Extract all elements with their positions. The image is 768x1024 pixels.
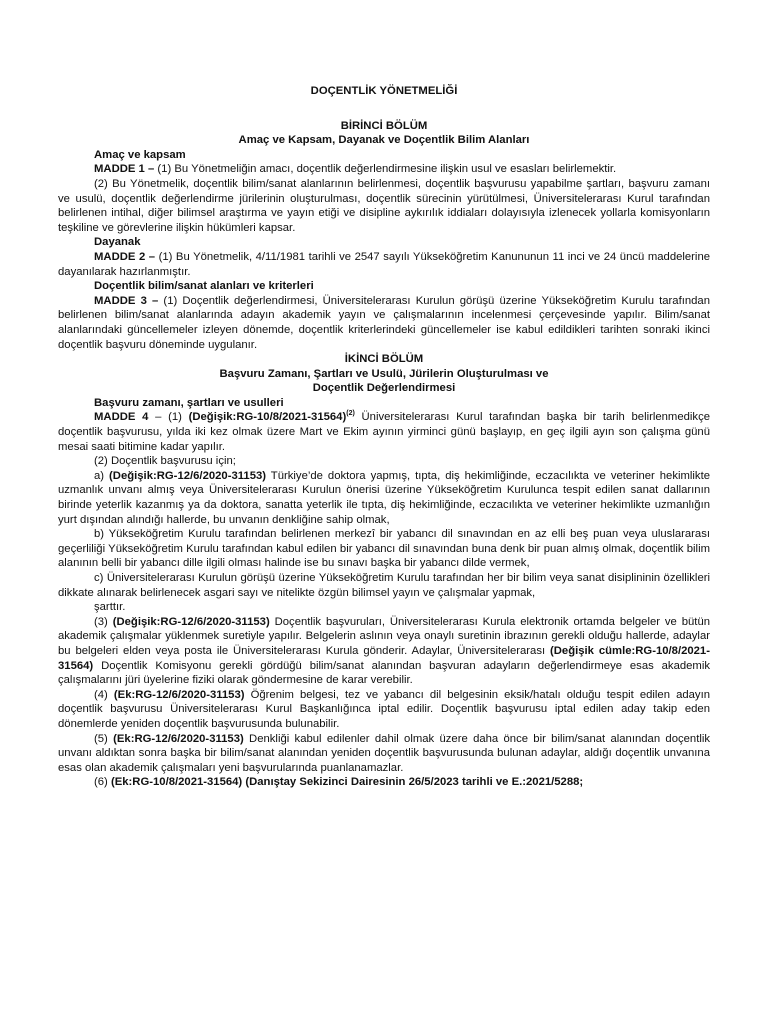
footnote-marker: (2): [346, 410, 355, 418]
para-6-prefix: (6): [94, 776, 111, 789]
part2-heading: İKİNCİ BÖLÜM: [344, 353, 424, 366]
article-4-para-6: [58, 775, 710, 790]
part2-subheading-line1: Başvuru Zamanı, Şartları ve Usulü, Jürilerin Oluşturulması ve: [219, 367, 549, 380]
section-heading-amac: Amaç ve kapsam: [94, 148, 186, 161]
article-2: [58, 250, 710, 279]
para-3-amendment-2: (Değişik cümle:RG-10/8/2021-31564): [58, 644, 710, 672]
document-title: DOÇENTLİK YÖNETMELİĞİ: [310, 85, 458, 97]
para-5-amendment: (Ek:RG-12/6/2020-31153): [113, 732, 244, 745]
item-closing: şarttır.: [94, 601, 126, 614]
article-3: [58, 294, 710, 352]
item-b: b) Yükseköğretim Kurulu tarafından belirlenen merkezî bir yabancı dil sınavından en az elli beş puan veya uluslararası geçerliliği Yükseköğretim Kurulu tarafından kabul edilen bir yabancı dil sınavından buna denk bir puan almış olmak, doçentlik bilim alanının belli bir yabancı dille ilgili olması halinde ise bu sınavı başka bir yabancı dilde vermek,: [58, 528, 710, 570]
article-2-text: (1) Bu Yönetmelik, 4/11/1981 tarihli ve 2547 sayılı Yükseköğretim Kanununun 11 inci ve 24 üncü maddelerine dayanılarak hazırlanmıştır.: [58, 250, 711, 278]
para-3-text-2: Doçentlik Komisyonu gerekli gördüğü bilim/sanat alanından başvuran adayların değerlendirmeye esas akademik çalışmalarını jüri üyelerine fiziki olarak göndermesine de karar verebilir.: [58, 659, 710, 687]
article-4-text: Üniversitelerarası Kurul tarafından başka bir tarih belirlenmedikçe doçentlik başvurusu, yılda iki kez olmak üzere Mart ve Ekim ayının yirminci günü başlayıp, en geç ilgili ayın son çalışma günü mesai saati bitimine kadar yapılır.: [58, 411, 710, 453]
article-4-label: MADDE 4: [94, 411, 149, 424]
para-4-text: Öğrenim belgesi, tez ve yabancı dil belgesinin eksik/hatalı olduğu tespit edilen adayın doçentlik başvurusu Üniversitelerarası Kurul Başkanlığınca iptal edilir. Doçentlik başvurusu iptal edilen aday takip eden dönemlerde yeniden doçentlik başvurusunda bulunabilir.: [58, 688, 710, 730]
item-a-amendment: (Değişik:RG-12/6/2020-31153): [109, 469, 267, 482]
article-3-label: MADDE 3 –: [94, 294, 159, 307]
article-4-amendment: (Değişik:RG-10/8/2021-31564): [188, 411, 347, 424]
para-4-amendment: (Ek:RG-12/6/2020-31153): [113, 688, 245, 701]
article-1: [58, 162, 710, 177]
section-heading-dayanak: Dayanak: [94, 236, 141, 249]
para-3-prefix: (3): [94, 615, 113, 628]
article-1-label: MADDE 1 –: [94, 163, 155, 176]
article-4-para-5: [58, 732, 710, 776]
para-3-amendment: (Değişik:RG-12/6/2020-31153): [112, 615, 270, 628]
article-1-para-2: (2) Bu Yönetmelik, doçentlik bilim/sanat alanlarının belirlenmesi, doçentlik başvurusu yapabilme şartları, başvuru zamanı ve usulü, doçentlik değerlendirme jürilerinin oluşturulması, doçentlik sürecinin yürütülmesi, Üniversitelerarası Kurul tarafından belirlenen intihal, diğer bilimsel araştırma ve yayın etiği ve disipline aykırılık iddiaları dolayısıyla izlenecek yollarla komisyonların teşkiline ve görevlerine ilişkin hükümleri kapsar.: [58, 177, 710, 234]
article-3-text: (1) Doçentlik değerlendirmesi, Üniversitelerarası Kurulun görüşü üzerine Yükseköğretim Kurulu tarafından belirlenen bilim/sanat alanlarında adayın akademik yayın ve çalışmalarının incelenmesi çerçevesinde yapılır. Bilim/sanat alanlarındaki güncellemeler izleyen dönemde, doçentlik kriterlerindeki güncellemeler ise kabul edildikleri tarihten sonraki ikinci doçentlik başvuru döneminde uygulanır.: [58, 294, 710, 351]
article-2-label: MADDE 2 –: [94, 250, 156, 263]
article-4-para-4: [58, 688, 710, 732]
part1-subheading: Amaç ve Kapsam, Dayanak ve Doçentlik Bilim Alanları: [238, 134, 530, 147]
article-4: [58, 410, 710, 454]
item-a-prefix: a): [94, 469, 110, 482]
para-6-amendment: (Ek:RG-10/8/2021-31564) (Danıştay Sekizinci Dairesinin 26/5/2023 tarihli ve E.:2021/5288;: [110, 776, 584, 789]
para-3-text-1: Doçentlik başvuruları, Üniversitelerarası Kurula elektronik ortamda belgeler ve bütün akademik çalışmalar yüklenmek suretiyle yapılır. Belgelerin aslının veya onaylı suretinin ibrazının gerekli olduğu hallerde, adaylar bu belgeleri elden veya posta ile Üniversitelerarası Kurula gönderir. Adaylar, Üniversitelerarası: [58, 615, 711, 657]
item-a: [58, 469, 710, 527]
section-heading-alanlar: Doçentlik bilim/sanat alanları ve kriterleri: [94, 280, 314, 293]
part1-heading: BİRİNCİ BÖLÜM: [340, 119, 428, 132]
article-4-para-3: [58, 615, 710, 688]
part2-subheading-line2: Doçentlik Değerlendirmesi: [312, 382, 456, 395]
para-5-text: Denkliği kabul edilenler dahil olmak üzere daha önce bir bilim/sanat alanından doçentlik unvanı aldıktan sonra başka bir bilim/sanat alanından yeniden doçentlik başvurusunda bulunan adaylar, aldığı doçentlik unvanına esas olan akademik çalışmaları yeni başvurularında puanlanamazlar.: [58, 732, 710, 774]
regulation-document: [58, 84, 710, 790]
article-4-prefix: – (1): [148, 411, 189, 424]
item-c: c) Üniversitelerarası Kurulun görüşü üzerine Yükseköğretim Kurulu tarafından her bir bilim veya sanat disiplininin özellikleri dikkate alınarak belirlenecek asgari sayı ve nitelikte özgün bilimsel yayın ve çalışmalar yapmak,: [58, 572, 710, 599]
para-5-prefix: (5): [94, 732, 114, 745]
section-heading-basvuru: Başvuru zamanı, şartları ve usulleri: [94, 396, 284, 409]
item-a-text: Türkiye’de doktora yapmış, tıpta, diş hekimliğinde, eczacılıkta ve veteriner hekimlikte uzmanlık unvanı almış veya Üniversitelerarası Kurulun önerisi üzerine Yükseköğretim Kurulunca tespit edilen sanat dallarının birinde yeterlik kazanmış ya da doktora, sanatta yeterlik ile tıpta, diş hekimliğinde, eczacılıkta ve veteriner hekimlikte uzmanlığın yurt dışından alındığı hallerde, bu unvanın denkliğine sahip olmak,: [58, 469, 710, 526]
article-1-text: (1) Bu Yönetmeliğin amacı, doçentlik değerlendirmesine ilişkin usul ve esasları belirlemektir.: [154, 163, 617, 176]
para-4-prefix: (4): [94, 688, 114, 701]
article-4-para-2-intro: (2) Doçentlik başvurusu için;: [94, 455, 236, 468]
